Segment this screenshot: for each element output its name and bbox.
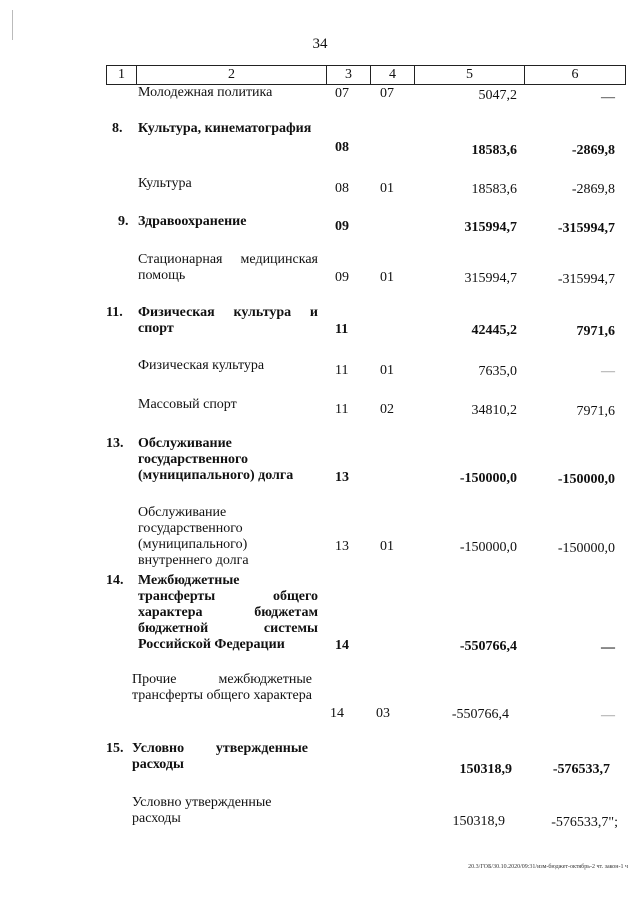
row-name: Массовый спорт	[138, 397, 237, 412]
row-amount: 150318,9	[459, 762, 512, 777]
row-code-subsection: 01	[380, 270, 394, 285]
row-name: Обслуживание государственного (муниципального) долга	[138, 436, 294, 483]
row-amount: 18583,6	[471, 182, 517, 197]
row-name: Условно утвержденные расходы	[132, 741, 308, 772]
row-amount: -550766,4	[451, 707, 509, 722]
row-name: Культура	[138, 176, 192, 191]
header-col-5: 5	[415, 66, 525, 84]
row-change: -315994,7	[557, 272, 615, 287]
row-change: -150000,0	[557, 472, 615, 487]
row-name: Условно утвержденные расходы	[132, 795, 272, 826]
row-amount: 7635,0	[478, 364, 517, 379]
row-amount: 150318,9	[452, 814, 505, 829]
row-code-subsection: 02	[380, 402, 394, 417]
page-number: 34	[312, 36, 328, 52]
row-amount: 315994,7	[464, 220, 517, 235]
row-name: Прочие межбюджетные трансферты общего характера	[132, 672, 312, 703]
row-change: -2869,8	[571, 143, 615, 158]
row-change: —	[601, 708, 615, 723]
row-amount: 34810,2	[471, 403, 517, 418]
row-name: Здравоохранение	[138, 214, 247, 229]
row-code-section: 11	[335, 322, 349, 337]
row-code-section: 14	[335, 638, 349, 653]
row-amount: -150000,0	[459, 540, 517, 555]
header-col-4: 4	[371, 66, 415, 84]
row-change: 7971,6	[576, 404, 615, 419]
row-number: 14.	[106, 573, 124, 588]
row-amount: 5047,2	[478, 88, 517, 103]
row-number: 11.	[106, 305, 123, 320]
header-col-3: 3	[327, 66, 371, 84]
row-code-section: 13	[335, 470, 349, 485]
row-name: Молодежная политика	[138, 85, 273, 100]
row-amount: 18583,6	[471, 143, 517, 158]
row-amount: 42445,2	[471, 323, 517, 338]
row-name: Культура, кинематография	[138, 121, 312, 136]
header-col-1: 1	[107, 66, 137, 84]
row-code-subsection: 07	[380, 86, 394, 101]
row-number: 9.	[118, 214, 129, 229]
row-change: -150000,0	[557, 541, 615, 556]
row-amount: 315994,7	[464, 271, 517, 286]
row-change: -315994,7	[557, 221, 615, 236]
row-number: 15.	[106, 741, 124, 756]
header-col-6: 6	[571, 67, 579, 82]
row-code-section: 14	[330, 706, 344, 721]
row-change: —	[601, 90, 615, 105]
row-code-section: 07	[335, 86, 349, 101]
row-change: —	[601, 364, 615, 379]
document-footer: 20.3/ГОБ/30.10.2020/09:31/изм-бюджет-октябрь-2 чт. закон-1 ч	[468, 864, 628, 870]
row-code-section: 08	[335, 181, 349, 196]
row-name: Физическая культура и спорт	[138, 305, 318, 336]
row-change: -576533,7";	[551, 815, 618, 830]
row-code-section: 11	[335, 363, 349, 378]
row-change: —	[601, 640, 615, 655]
row-number: 8.	[112, 121, 123, 136]
row-code-section: 11	[335, 402, 349, 417]
row-code-section: 08	[335, 140, 349, 155]
header-col-2: 2	[137, 66, 327, 84]
row-name: Стационарная медицинская помощь	[138, 252, 318, 283]
row-change: -576533,7	[552, 762, 610, 777]
row-code-subsection: 01	[380, 539, 394, 554]
row-name: Межбюджетные трансферты общего характера бюджетам бюджетной системы Российской Федерации	[138, 573, 318, 652]
row-code-section: 09	[335, 270, 349, 285]
row-change: 7971,6	[576, 324, 615, 339]
row-code-section: 13	[335, 539, 349, 554]
row-amount: -550766,4	[459, 639, 517, 654]
row-name: Физическая культура	[138, 358, 265, 373]
row-code-section: 09	[335, 219, 349, 234]
row-name: Обслуживание государственного (муниципального) внутреннего долга	[138, 505, 249, 568]
row-change: -2869,8	[571, 182, 615, 197]
row-code-subsection: 01	[380, 181, 394, 196]
row-code-subsection: 03	[376, 706, 390, 721]
row-code-subsection: 01	[380, 363, 394, 378]
row-number: 13.	[106, 436, 124, 451]
table-header-row	[106, 65, 626, 85]
row-amount: -150000,0	[459, 471, 517, 486]
